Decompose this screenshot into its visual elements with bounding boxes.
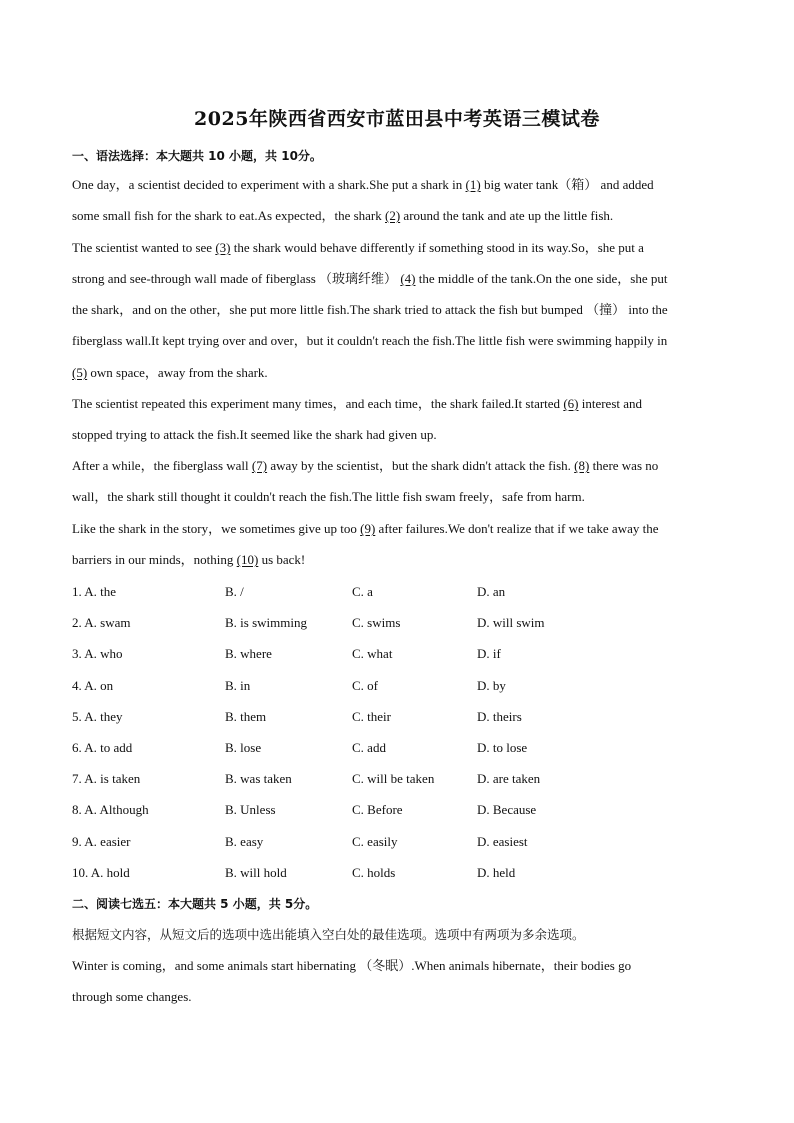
blank-marker: (7) [251,458,268,473]
passage-line [72,240,714,256]
passage-line [72,521,714,537]
option-row [72,771,714,787]
option-c: C. of [352,678,378,693]
passage-line [72,552,714,568]
option-row [72,865,714,881]
blank-marker: (1) [465,177,481,192]
blank-marker: (2) [385,208,401,223]
passage-text: around the tank and ate up the little fish. [400,208,614,223]
passage-line [72,396,714,412]
option-c: C. what [352,646,393,661]
blank-marker: (5) [72,365,88,380]
passage-line [72,427,714,443]
passage-text: wall，the shark still thought it couldn't reach the fish.The little fish swam freely，safe from harm. [72,489,585,504]
blank-marker: (9) [360,521,376,536]
passage-line [72,365,714,381]
option-d: D. held [477,865,516,880]
passage-2-line: through some changes. [72,989,192,1004]
option-d: D. will swim [477,615,545,630]
option-c: C. easily [352,834,398,849]
passage-line [72,333,714,349]
option-b: B. was taken [225,771,292,786]
option-b: B. where [225,646,272,661]
option-c: C. a [352,584,373,599]
passage-text: interest and [578,396,643,411]
option-a: 9. A. easier [72,834,131,849]
option-b: B. / [225,584,244,599]
passage-text: us back! [258,552,306,567]
option-d: D. to lose [477,740,528,755]
option-a: 2. A. swam [72,615,131,630]
passage-text: The scientist wanted to see [72,240,216,255]
passage-text: the middle of the tank.On the one side，she put [415,271,668,286]
passage-line [72,177,714,193]
passage-text: own space，away from the shark. [87,365,268,380]
passage-text: strong and see-through wall made of fiberglass （玻璃纤维） [72,271,401,286]
option-a: 8. A. Although [72,802,149,817]
option-row [72,740,714,756]
blank-marker: (10) [236,552,259,567]
passage-2-line: Winter is coming，and some animals start hibernating （冬眠）.When animals hibernate，their bodies go [72,958,632,973]
passage-text: stopped trying to attack the fish.It seemed like the shark had given up. [72,427,437,442]
option-b: B. in [225,678,251,693]
option-row [72,834,714,850]
passage-text: After a while，the fiberglass wall [72,458,252,473]
option-a: 1. A. the [72,584,117,599]
passage-text: some small fish for the shark to eat.As expected，the shark [72,208,385,223]
option-d: D. are taken [477,771,541,786]
option-c: C. will be taken [352,771,435,786]
option-b: B. will hold [225,865,287,880]
passage-text: there was no [589,458,659,473]
blank-marker: (4) [400,271,416,286]
passage-text: barriers in our minds，nothing [72,552,237,567]
option-b: B. them [225,709,267,724]
option-c: C. add [352,740,386,755]
option-row [72,646,714,662]
option-b: B. easy [225,834,264,849]
option-row [72,584,714,600]
option-d: D. an [477,584,506,599]
option-d: D. by [477,678,506,693]
option-a: 4. A. on [72,678,114,693]
option-row [72,802,714,818]
option-a: 6. A. to add [72,740,133,755]
section-2-heading: 二、阅读七选五：本大题共 5 小题，共 5分。 [72,897,318,911]
passage-line [72,489,714,505]
passage-text: big water tank（箱） and added [480,177,654,192]
blank-marker: (6) [563,396,579,411]
option-d: D. theirs [477,709,522,724]
passage-line [72,271,714,287]
passage-line [72,458,714,474]
page-title: 2025年陕西省西安市蓝田县中考英语三模试卷 [194,108,600,130]
option-c: C. holds [352,865,396,880]
section-2-instruction: 根据短文内容，从短文后的选项中选出能填入空白处的最佳选项。选项中有两项为多余选项。 [72,927,585,942]
passage-text: the shark，and on the other，she put more little fish.The shark tried to attack the fish but bumped （撞） into the [72,302,668,317]
option-d: D. Because [477,802,537,817]
option-c: C. swims [352,615,401,630]
option-b: B. Unless [225,802,276,817]
passage-text: Like the shark in the story，we sometimes give up too [72,521,361,536]
option-row [72,709,714,725]
option-d: D. if [477,646,501,661]
option-a: 3. A. who [72,646,123,661]
option-b: B. lose [225,740,262,755]
option-a: 7. A. is taken [72,771,141,786]
passage-text: One day，a scientist decided to experiment with a shark.She put a shark in [72,177,466,192]
option-c: C. Before [352,802,403,817]
passage-text: the shark would behave differently if something stood in its way.So，she put a [230,240,644,255]
passage-text: The scientist repeated this experiment many times，and each time，the shark failed.It started [72,396,564,411]
option-row [72,678,714,694]
option-a: 10. A. hold [72,865,130,880]
passage-line [72,208,714,224]
option-d: D. easiest [477,834,528,849]
option-a: 5. A. they [72,709,123,724]
option-row [72,615,714,631]
section-1-heading: 一、语法选择：本大题共 10 小题，共 10分。 [72,149,322,163]
passage-text: after failures.We don't realize that if we take away the [375,521,659,536]
passage-text: away by the scientist，but the shark didn't attack the fish. [267,458,575,473]
passage-text: fiberglass wall.It kept trying over and over，but it couldn't reach the fish.The little fish were swimming happily in [72,333,668,348]
blank-marker: (3) [215,240,231,255]
option-c: C. their [352,709,391,724]
passage-line [72,302,714,318]
blank-marker: (8) [574,458,590,473]
option-b: B. is swimming [225,615,307,630]
